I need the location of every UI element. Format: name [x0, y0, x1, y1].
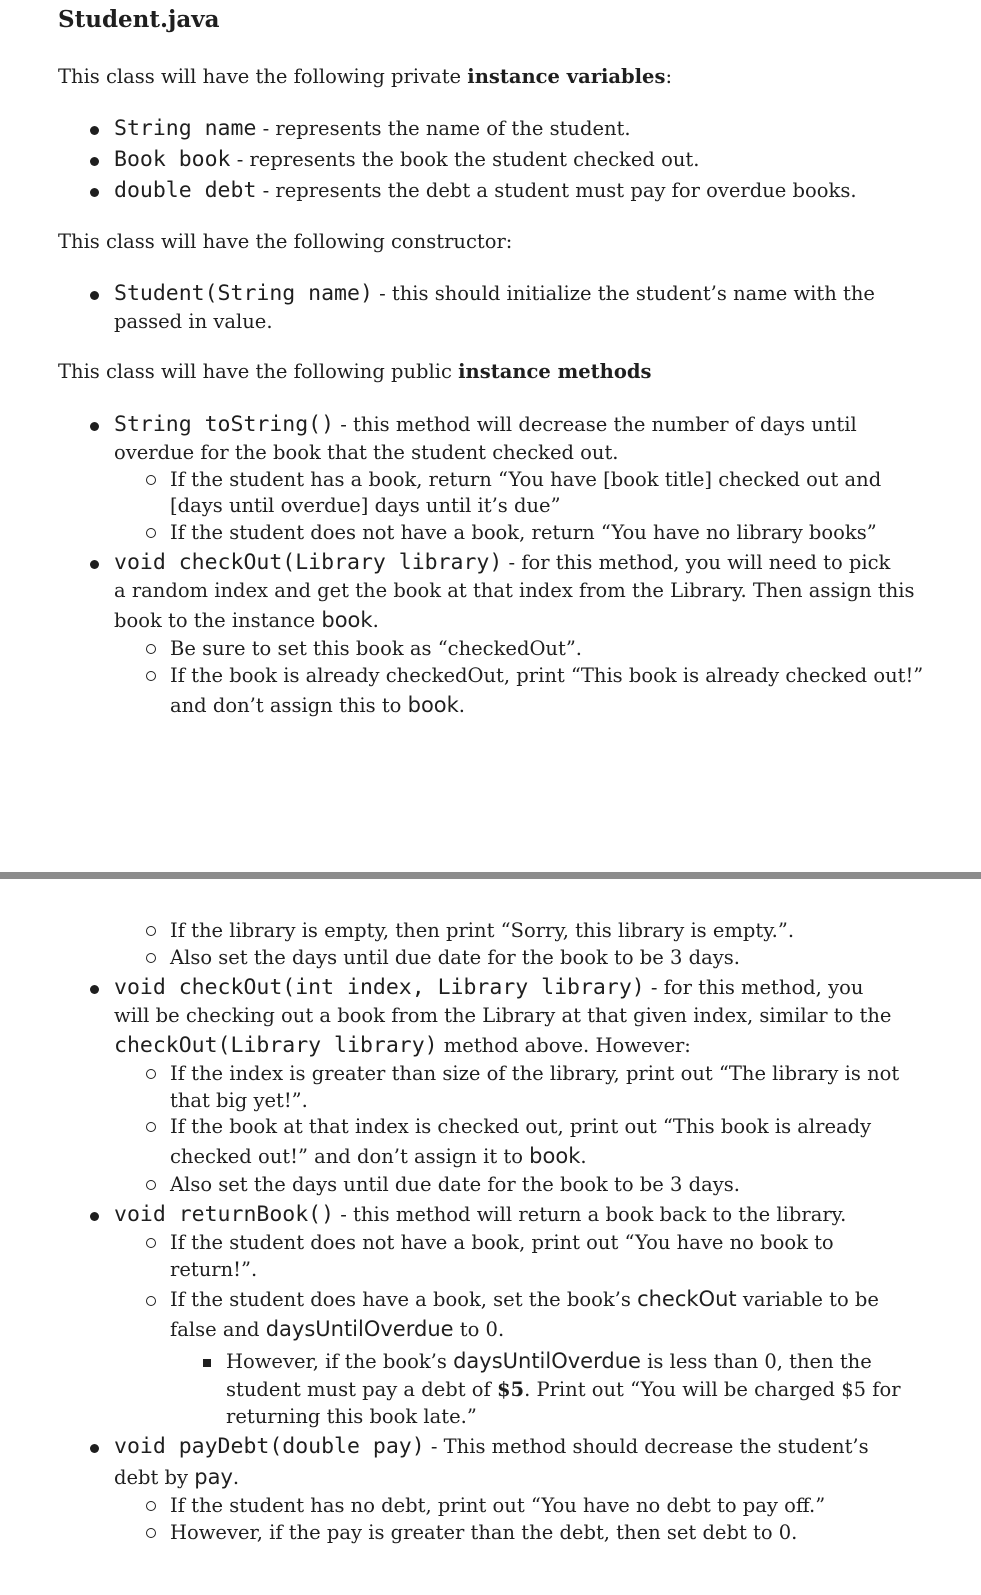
- circle-bullet-icon: [146, 1069, 156, 1079]
- square-bullet-icon: [203, 1359, 211, 1367]
- bullet-icon: [90, 126, 99, 135]
- list-item: String name - represents the name of the student.: [114, 116, 631, 141]
- sub-item: Also set the days until due date for the book to be 3 days.: [170, 1173, 740, 1196]
- circle-bullet-icon: [146, 1238, 156, 1248]
- page-divider: [0, 872, 981, 879]
- sub-sub-item: However, if the book’s daysUntilOverdue is less than 0, then the: [226, 1349, 872, 1373]
- circle-bullet-icon: [146, 953, 156, 963]
- circle-bullet-icon: [146, 1180, 156, 1190]
- sub-item: If the student does have a book, set the book’s checkOut variable to be: [170, 1287, 879, 1311]
- bullet-icon: [90, 422, 99, 431]
- bullet-icon: [90, 1212, 99, 1221]
- list-item: Book book - represents the book the student checked out.: [114, 147, 700, 172]
- list-item: double debt - represents the debt a student must pay for overdue books.: [114, 178, 857, 203]
- circle-bullet-icon: [146, 1122, 156, 1132]
- bullet-icon: [90, 157, 99, 166]
- circle-bullet-icon: [146, 475, 156, 485]
- sub-item: However, if the pay is greater than the debt, then set debt to 0.: [170, 1521, 798, 1544]
- circle-bullet-icon: [146, 926, 156, 936]
- bullet-icon: [90, 985, 99, 994]
- page-title: Student.java: [58, 6, 220, 33]
- sub-item: If the book is already checkedOut, print “This book is already checked out!”: [170, 664, 924, 687]
- circle-bullet-icon: [146, 1501, 156, 1511]
- circle-bullet-icon: [146, 1528, 156, 1538]
- circle-bullet-icon: [146, 1296, 156, 1306]
- bullet-icon: [90, 291, 99, 300]
- sub-sub-item-continued: returning this book late.”: [226, 1405, 477, 1428]
- sub-item: If the student does not have a book, return “You have no library books”: [170, 521, 877, 544]
- method-paydebt-continued: debt by pay.: [114, 1465, 240, 1489]
- sub-item-continued: that big yet!”.: [170, 1089, 308, 1112]
- instance-variables-intro: This class will have the following private instance variables:: [58, 65, 673, 88]
- sub-item-continued: and don’t assign this to book.: [170, 693, 465, 717]
- sub-sub-item-continued: student must pay a debt of $5. Print out “You will be charged $5 for: [226, 1378, 901, 1401]
- sub-item-continued: [days until overdue] days until it’s due”: [170, 494, 561, 517]
- method-checkout-index: void checkOut(int index, Library library) - for this method, you: [114, 975, 864, 1000]
- method-checkout-index-continued: will be checking out a book from the Library at that given index, similar to the: [114, 1004, 892, 1027]
- method-checkout-continued: book to the instance book.: [114, 608, 379, 632]
- sub-item: If the index is greater than size of the library, print out “The library is not: [170, 1062, 900, 1085]
- instance-methods-intro: This class will have the following public instance methods: [58, 360, 652, 383]
- sub-item: If the book at that index is checked out, print out “This book is already: [170, 1115, 872, 1138]
- sub-item: If the library is empty, then print “Sorry, this library is empty.”.: [170, 919, 795, 942]
- method-returnbook: void returnBook() - this method will return a book back to the library.: [114, 1202, 847, 1227]
- sub-item: Also set the days until due date for the book to be 3 days.: [170, 946, 740, 969]
- method-checkout-library: void checkOut(Library library) - for this method, you will need to pick: [114, 550, 891, 575]
- method-tostring: String toString() - this method will decrease the number of days until: [114, 412, 857, 437]
- method-tostring-continued: overdue for the book that the student checked out.: [114, 441, 619, 464]
- sub-item-continued: false and daysUntilOverdue to 0.: [170, 1317, 505, 1341]
- method-paydebt: void payDebt(double pay) - This method should decrease the student’s: [114, 1434, 869, 1459]
- circle-bullet-icon: [146, 644, 156, 654]
- bullet-icon: [90, 188, 99, 197]
- sub-item: If the student has a book, return “You have [book title] checked out and: [170, 468, 882, 491]
- circle-bullet-icon: [146, 671, 156, 681]
- method-checkout-index-continued: checkOut(Library library) method above. However:: [114, 1033, 691, 1058]
- constructor-intro: This class will have the following constructor:: [58, 230, 513, 253]
- sub-item: If the student has no debt, print out “You have no debt to pay off.”: [170, 1494, 826, 1517]
- constructor-item: Student(String name) - this should initialize the student’s name with the: [114, 281, 875, 306]
- sub-item-continued: return!”.: [170, 1258, 258, 1281]
- sub-item-continued: checked out!” and don’t assign it to book.: [170, 1144, 587, 1168]
- bullet-icon: [90, 1444, 99, 1453]
- circle-bullet-icon: [146, 528, 156, 538]
- sub-item: Be sure to set this book as “checkedOut”.: [170, 637, 582, 660]
- constructor-item-continued: passed in value.: [114, 310, 273, 333]
- bullet-icon: [90, 560, 99, 569]
- method-checkout-continued: a random index and get the book at that index from the Library. Then assign this: [114, 579, 915, 602]
- sub-item: If the student does not have a book, print out “You have no book to: [170, 1231, 834, 1254]
